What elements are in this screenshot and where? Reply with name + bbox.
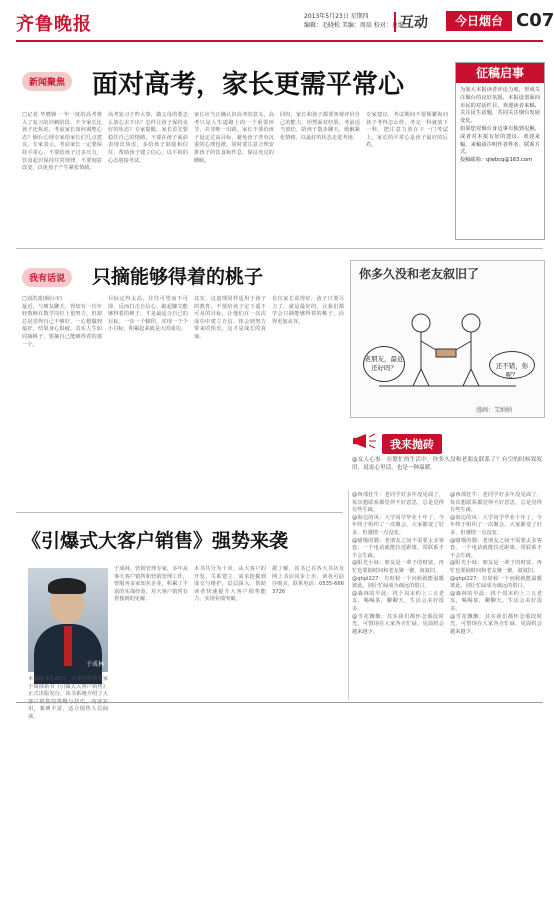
issue-editors: 编辑：毛晓松 美编：周辰 校对：夏维	[304, 22, 404, 29]
page-bottom-rule	[16, 702, 543, 703]
section-divider-2	[16, 512, 343, 513]
header-rule	[16, 40, 543, 42]
article2-col-4: 有位家长说得好，孩子只要尽力了，就是最好的。让我们都学会只摘能够得着的桃子，活得更加从容。	[272, 296, 344, 325]
issue-info	[304, 12, 404, 30]
article2-col-1: □刘洪波(烟台市) 最近，与朋友聊天，得知有一位年轻教师在教学岗位上很努力，但却总是觉得自己不够好，一心想做到最好，结果身心俱疲。其实人生如同摘桃子，要摘自己能够得着的那一个。	[22, 296, 102, 348]
callout-intro: @女人心事：在繁忙的生活中，你多久没和老朋友联系了？有空的时候叙叙旧，说说心里话，也是一种温暖。	[352, 457, 542, 471]
cartoon-title: 你多久没和老友叙旧了	[359, 267, 480, 281]
reader-comments-2: @西部狂牛：老同学好多年没见面了，每次想联系都觉得不好意思，总是觉得有些生疏。 @海边的风：大学同学毕业十年了，今年终于组织了一次聚会，大家都变了好多，但感情一点没变。 @喵喵的猫：老朋友之间不需要太多客套，一个电话就能拉近距离，常联系才不会生疏。 @阳光小妹：朋友是一辈子的财富，再忙也要抽时间和老友聚一聚，叙叙旧。 @qhpl227：有时候一个问候就能温暖彼此，别让忙碌成为疏远的借口。 @森林的早晨：找个周末约上三五老友，喝喝茶，聊聊天，生活会美好很多。 @雪花飘飘：其实我们都怀念那段时光，可惜现在大家各自忙碌，见面机会越来越少。	[450, 492, 542, 635]
article1-col-1: □记者 毕晓锋 一年一度的高考将入了复习的冲刺阶段，不少家长比孩子还焦虑，考前家长如何调整心态？烟台心理专家给家长们几点建议。专家表示，考前家长一定要保持平常心，不要给孩子过多压力，饮食起居保持往常规律，不要刻意改变，以免孩子产生紧张情绪。	[22, 112, 102, 172]
callout-label: 我来抛砖	[382, 434, 442, 454]
book-col-3: 本书共分为十章，从大客户的开发、关系建立、需求挖掘到成交与维护，层层深入，帮助读者快速提升大客户销售能力，实现业绩突破。	[194, 566, 266, 603]
article1-col-4: 同时，家长和孩子都要客观评价自己的能力，坦然面对结果。考前适当放松，陪孩子散步聊天，缓解紧张情绪，以最好的状态走进考场。	[280, 112, 360, 141]
page-number: C07	[516, 10, 554, 31]
book-col-4: 据了解，该书已在各大书店及网上书店同步上市，读者可前往购买。联系电话：0535-6663726	[272, 566, 344, 595]
megaphone-icon	[352, 430, 380, 452]
book-lead: 本报讯 5月23日，实战型营销专家于成林新书《引爆式大客户销售》正式出版发行。该书系统介绍了大 用，案例丰富，适合销售人员阅读。	[28, 676, 108, 720]
article1-headline: 面对高考，家长更需平常心	[92, 70, 405, 100]
page-header	[16, 8, 554, 38]
cartoon-right-bubble: 还不错，你呢？	[489, 351, 535, 379]
section-name: 互动	[394, 12, 428, 32]
author-photo	[28, 568, 108, 672]
today-badge: 今日烟台	[446, 11, 512, 31]
article2-col-3: 其实，这道理同样适用于孩子的教育。不要给孩子定下遥不可及的目标，让他们在一次次成功中建立自信，体会到努力带来的快乐，这才是成长的真谛。	[194, 296, 266, 340]
book-headline: 《引爆式大客户销售》强势来袭	[22, 530, 289, 552]
cartoon-box	[350, 260, 545, 418]
callout-header	[352, 430, 462, 452]
cartoon-credit: 漫画：艾纳纳	[476, 407, 513, 414]
sidebar-body: 为加大本报读者评论力度，形成关注烟台的良好氛围，本报设置面向市民的对话栏目，欢迎读者来稿，关注民生话题，共同关注烟台发展变化。 如果您对烟台身边事有独到见解，或者对本报有好的建议，欢迎来稿。来稿请注明作者姓名、联系方式。 投稿邮箱：qlwbcq@163.com	[460, 87, 540, 164]
cartoon-illustration	[351, 261, 544, 417]
call-for-submissions-box	[455, 62, 545, 240]
cartoon-left-bubble: 老朋友，最近还好吗？	[363, 346, 405, 382]
article1-col-2: 高考复习于昨大事，做父母的要怎么放心去不出？怎样让孩子保持良好的状态？专家提醒，家长首先要稳住自己的情绪，不要在孩子面前表现出焦虑，多给孩子鼓励和信任，帮助孩子建立信心，以平和的心态迎接考试。	[108, 112, 188, 164]
article1-tag: 新闻聚焦	[22, 72, 72, 91]
article2-tag: 我有话说	[22, 268, 72, 287]
masthead: 齐鲁晚报	[16, 14, 92, 35]
article2-col-2: 目标定得太高，往往可望而不可即，反而打击自信心。踮起脚尖能够得着的桃子，才是最适合自己的目标。一步一个脚印，实现一个个小目标，积累起来就是大的成功。	[108, 296, 188, 333]
column-divider	[348, 490, 349, 700]
section-divider-1	[16, 248, 543, 249]
photo-caption: 于成林	[85, 661, 104, 668]
reader-comments-1: @西部狂牛：老同学好多年没见面了，每次想联系都觉得不好意思，总是觉得有些生疏。 @海边的风：大学同学毕业十年了，今年终于组织了一次聚会，大家都变了好多，但感情一点没变。 @喵喵的猫：老朋友之间不需要太多客套，一个电话就能拉近距离，常联系才不会生疏。 @阳光小妹：朋友是一辈子的财富，再忙也要抽时间和老友聚一聚，叙叙旧。 @qhpl227：有时候一个问候就能温暖彼此，别让忙碌成为疏远的借口。 @森林的早晨：找个周末约上三五老友，喝喝茶，聊聊天，生活会美好很多。 @雪花飘飘：其实我们都怀念那段时光，可惜现在大家各自忙碌，见面机会越来越少。	[352, 492, 444, 635]
article1-col-3: 家长应当正确认识高考的意义，高考只是人生道路上的一个重要环节，并非唯一出路。家长不要给孩子设定过高目标，避免孩子背负沉重的心理包袱。同时要注意合理安排孩子的饮食和作息，保证充足的睡眠。	[194, 112, 274, 164]
article1-col-5: 专家建议，考试期间不要频繁询问孩子考得怎么样，考完一科就放下一科，把注意力放在下一门考试上。家长的平常心是孩子最好的后盾。	[366, 112, 448, 149]
sidebar-title: 征稿启事	[456, 63, 544, 83]
article2-headline: 只摘能够得着的桃子	[92, 266, 264, 288]
book-col-2: 于成林，营销管理专家，多年从事大客户销售和营销管理工作，曾服务多家知名企业，积累了丰富的实战经验，对大客户销售有着独到的见解。	[114, 566, 188, 603]
issue-date: 2013年5月23日 星期四	[304, 13, 369, 20]
